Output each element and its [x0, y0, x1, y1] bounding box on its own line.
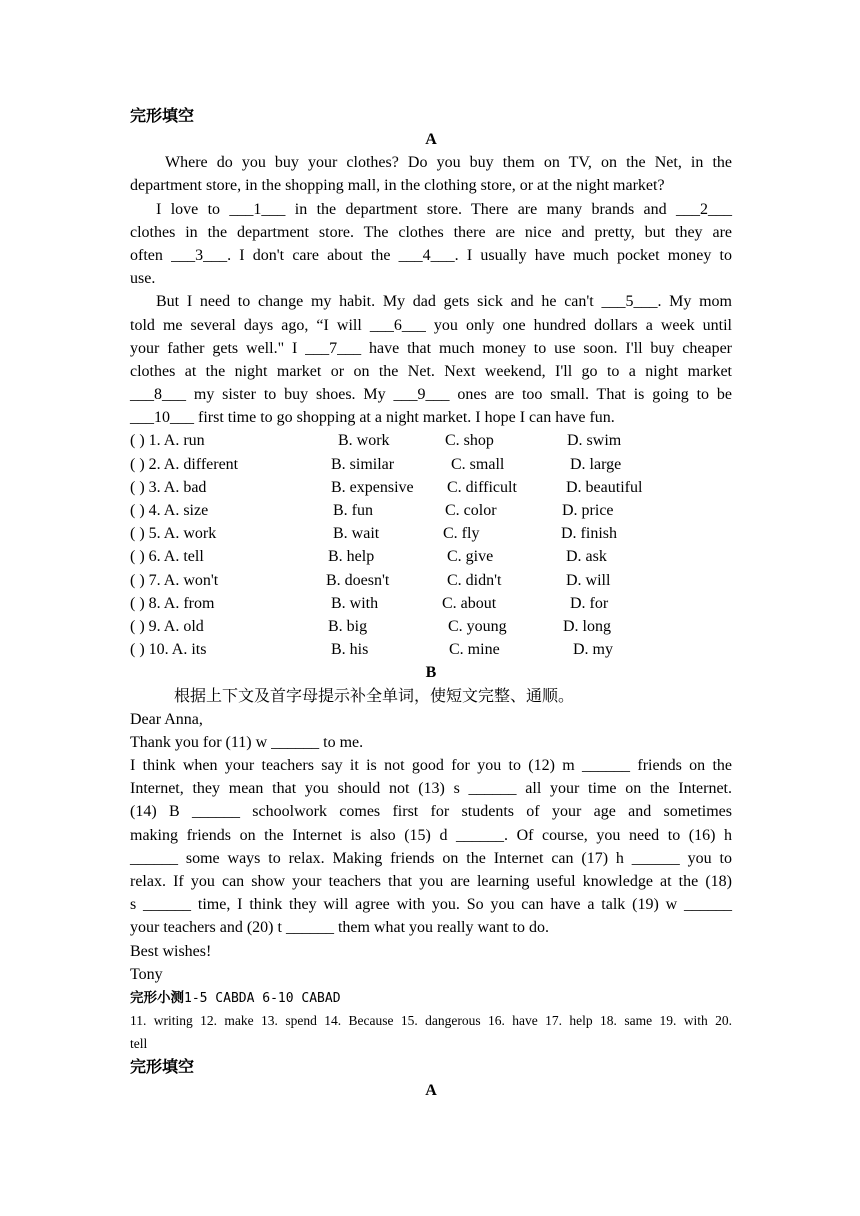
answer-key-cloze — [130, 986, 732, 1009]
option-b: B. big — [328, 617, 368, 635]
letter-line: Internet, they mean that you should not (13) s ______ all your time on the Internet. — [130, 780, 732, 798]
question-item — [130, 499, 732, 522]
part-b-title: B — [425, 664, 437, 682]
passage-line: But I need to change my habit. My dad gets sick and he can't ___5___. My mom — [156, 293, 732, 311]
option-b: B. doesn't — [326, 571, 390, 589]
question-stem: ( ) 9. A. old — [130, 617, 204, 635]
option-d: D. price — [562, 502, 614, 519]
letter-line: your teachers and (20) t ______ them what you really want to do. — [130, 919, 549, 937]
passage-line: ___8___ my sister to buy shoes. My ___9___ ones are too small. That is going to be — [130, 386, 732, 404]
option-d: D. will — [566, 571, 611, 589]
option-b: B. fun — [333, 502, 373, 519]
option-d: D. ask — [566, 548, 607, 566]
option-d: D. finish — [561, 525, 617, 543]
answer-key — [130, 986, 732, 1055]
passage-line: use. — [130, 270, 156, 288]
passage-line: Where do you buy your clothes? Do you buy them on TV, on the Net, in the — [165, 154, 732, 172]
option-b: B. similar — [331, 455, 395, 473]
question-stem: ( ) 4. A. size — [130, 502, 209, 519]
option-b: B. wait — [333, 525, 380, 543]
letter-line: ______ some ways to relax. Making friends on the Internet can (17) h ______ you to — [130, 849, 732, 867]
question-item — [130, 429, 732, 452]
letter-line: s ______ time, I think they will agree with you. So you can have a talk (19) w ______ — [130, 896, 732, 914]
section-heading: 完形填空 — [130, 1056, 195, 1076]
part-a-title: A — [425, 131, 437, 148]
option-b: B. work — [338, 432, 390, 450]
letter-line: (14) B ______ schoolwork comes first for students of your age and sometimes — [130, 803, 732, 821]
question-list — [130, 429, 732, 661]
option-d: D. swim — [567, 432, 622, 450]
option-d: D. my — [573, 641, 613, 659]
section-heading: 完形填空 — [130, 106, 195, 125]
answer-key-cloze-values: 1-5 CABDA 6-10 CABAD — [184, 990, 341, 1006]
passage-line: your father gets well." I ___7___ have that much money to use soon. I'll buy cheaper — [130, 339, 732, 357]
letter-passage — [130, 708, 732, 986]
question-stem: ( ) 5. A. work — [130, 525, 217, 543]
question-item — [130, 592, 732, 615]
option-c: C. shop — [445, 432, 494, 450]
answer-key-line: 11. writing 12. make 13. spend 14. Because 15. dangerous 16. have 17. help 18. same 19. with 20. — [130, 1012, 732, 1028]
passage-line: I love to ___1___ in the department store. There are many brands and ___2___ — [156, 200, 732, 218]
question-stem: ( ) 10. A. its — [130, 641, 207, 659]
passage-line: clothes in the department store. The clothes there are nice and pretty, but they are — [130, 223, 732, 241]
question-item — [130, 569, 732, 592]
answer-key-label: 完形小测 — [130, 989, 184, 1006]
question-item — [130, 615, 732, 638]
option-c: C. small — [451, 455, 505, 473]
option-c: C. young — [448, 617, 507, 635]
letter-line: making friends on the Internet is also (15) d ______. Of course, you need to (16) h — [130, 826, 732, 844]
passage-line: ___10___ first time to go shopping at a night market. I hope I can have fun. — [130, 409, 615, 427]
letter-signature: Tony — [130, 965, 163, 983]
letter-greeting: Dear Anna, — [130, 710, 203, 728]
question-item — [130, 522, 732, 545]
part-b-instruction: 根据上下文及首字母提示补全单词，使短文完整、通顺。 — [174, 687, 575, 705]
question-stem: ( ) 2. A. different — [130, 455, 239, 473]
passage-line: clothes at the night market or on the Net. Next weekend, I'll go to a night market — [130, 362, 732, 380]
letter-line: relax. If you can show your teachers that you are learning useful knowledge at the (18) — [130, 873, 732, 890]
question-stem: ( ) 8. A. from — [130, 594, 215, 612]
option-c: C. give — [447, 548, 494, 566]
option-b: B. help — [328, 548, 375, 566]
option-c: C. mine — [449, 641, 500, 659]
option-d: D. for — [570, 594, 609, 612]
passage-line: often ___3___. I don't care about the ___4___. I usually have much pocket money to — [130, 246, 732, 264]
passage-a — [130, 151, 732, 429]
option-c: C. color — [445, 502, 497, 519]
letter-line: I think when your teachers say it is not good for you to (12) m ______ friends on the — [130, 757, 732, 775]
question-stem: ( ) 6. A. tell — [130, 548, 204, 566]
option-d: D. large — [570, 455, 622, 473]
option-c: C. didn't — [447, 571, 502, 589]
part-a-title: A — [425, 1081, 437, 1099]
option-d: D. long — [563, 617, 611, 635]
option-b: B. his — [331, 641, 369, 659]
answer-key-line: tell — [130, 1035, 148, 1051]
option-b: B. expensive — [331, 478, 414, 496]
letter-closing: Best wishes! — [130, 942, 212, 960]
option-c: C. fly — [443, 525, 480, 543]
passage-line: told me several days ago, “I will ___6___ you only one hundred dollars a week until — [130, 316, 732, 334]
option-c: C. about — [442, 594, 497, 612]
question-stem: ( ) 7. A. won't — [130, 571, 219, 589]
question-item — [130, 453, 732, 476]
question-item — [130, 545, 732, 568]
question-stem: ( ) 1. A. run — [130, 432, 205, 450]
letter-line: Thank you for (11) w ______ to me. — [130, 733, 364, 751]
option-b: B. with — [331, 594, 379, 612]
passage-line: department store, in the shopping mall, in the clothing store, or at the night market? — [130, 177, 665, 195]
document-page — [130, 104, 732, 1102]
option-c: C. difficult — [447, 478, 517, 496]
question-stem: ( ) 3. A. bad — [130, 478, 207, 496]
option-d: D. beautiful — [566, 478, 643, 496]
question-item — [130, 476, 732, 499]
question-item — [130, 638, 732, 661]
